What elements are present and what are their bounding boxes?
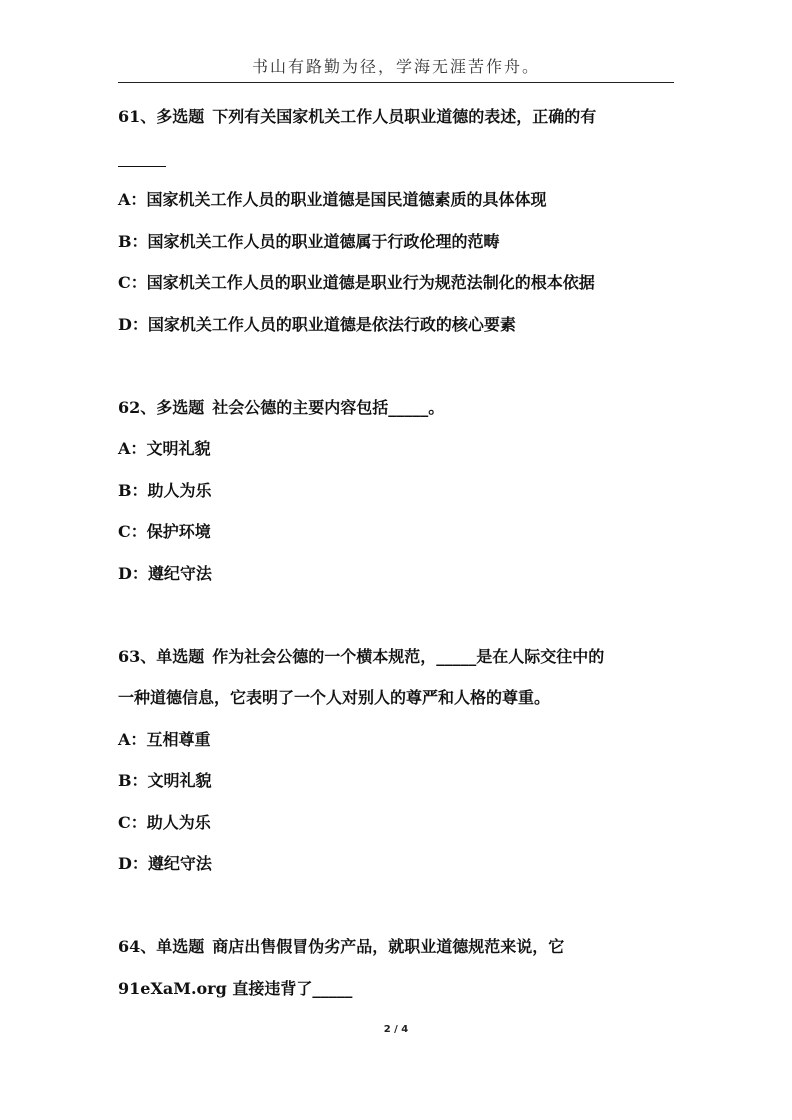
option-d: D：遵纪守法 <box>118 564 212 583</box>
question-type: 多选题 <box>156 398 205 417</box>
option-text: 国家机关工作人员的职业道德是依法行政的核心要素 <box>147 315 516 334</box>
option-b: B：助人为乐 <box>118 481 212 500</box>
option-text: 国家机关工作人员的职业道德是国民道德素质的具体体现 <box>146 190 547 209</box>
option-a: A：国家机关工作人员的职业道德是国民道德素质的具体体现 <box>118 190 547 209</box>
option-text: 助人为乐 <box>147 481 212 500</box>
option-b: B：国家机关工作人员的职业道德属于行政伦理的范畴 <box>118 232 500 251</box>
question-number: 64、 <box>118 937 157 956</box>
option-c: C：助人为乐 <box>118 813 211 832</box>
option-letter: D <box>118 564 132 583</box>
option-letter: C <box>118 813 131 832</box>
question-number: 61、 <box>118 107 157 126</box>
option-letter: D <box>118 854 132 873</box>
question-64-stem-continued: 91eXaM.org 直接违背了_____ <box>118 979 353 998</box>
question-62-stem <box>118 398 678 418</box>
option-text: 遵纪守法 <box>147 564 212 583</box>
option-d: D：国家机关工作人员的职业道德是依法行政的核心要素 <box>118 315 516 334</box>
option-letter: A <box>118 730 131 749</box>
option-a: A：文明礼貌 <box>118 439 211 458</box>
option-letter: B <box>118 771 132 790</box>
question-text: 社会公德的主要内容包括_____。 <box>212 398 445 417</box>
question-63-stem <box>118 647 678 667</box>
option-letter: A <box>118 439 131 458</box>
question-type: 单选题 <box>156 647 205 666</box>
option-d: D：遵纪守法 <box>118 854 212 873</box>
question-text: 商店出售假冒伪劣产品，就职业道德规范来说，它 <box>212 937 565 956</box>
question-type: 单选题 <box>156 937 205 956</box>
option-b: B：文明礼貌 <box>118 771 212 790</box>
header-motto: 书山有路勤为径，学海无涯苦作舟。 <box>251 57 540 76</box>
question-64-stem <box>118 937 678 957</box>
option-text: 保护环境 <box>146 522 211 541</box>
option-text: 助人为乐 <box>146 813 211 832</box>
option-text: 国家机关工作人员的职业道德属于行政伦理的范畴 <box>147 232 500 251</box>
question-number: 62、 <box>118 398 157 417</box>
option-letter: D <box>118 315 132 334</box>
option-c: C：国家机关工作人员的职业道德是职业行为规范法制化的根本依据 <box>118 273 595 292</box>
page-indicator: 2 / 4 <box>383 1024 409 1035</box>
question-number: 63、 <box>118 647 157 666</box>
question-61-stem <box>118 107 678 127</box>
option-letter: B <box>118 232 132 251</box>
question-text: 下列有关国家机关工作人员职业道德的表述，正确的有 <box>212 107 597 126</box>
option-c: C：保护环境 <box>118 522 211 541</box>
option-letter: A <box>118 190 131 209</box>
question-61-answer-blank <box>118 166 166 167</box>
option-text: 文明礼貌 <box>146 439 211 458</box>
option-letter: B <box>118 481 132 500</box>
question-type: 多选题 <box>156 107 205 126</box>
question-63-stem-continued: 一种道德信息，它表明了一个人对别人的尊严和人格的尊重。 <box>118 688 551 707</box>
option-letter: C <box>118 273 131 292</box>
header-divider <box>118 82 674 83</box>
option-a: A：互相尊重 <box>118 730 211 749</box>
option-text: 文明礼貌 <box>147 771 212 790</box>
option-letter: C <box>118 522 131 541</box>
option-text: 遵纪守法 <box>147 854 212 873</box>
question-text: 作为社会公德的一个横本规范，_____是在人际交往中的 <box>212 647 605 666</box>
option-text: 国家机关工作人员的职业道德是职业行为规范法制化的根本依据 <box>146 273 595 292</box>
option-text: 互相尊重 <box>146 730 211 749</box>
